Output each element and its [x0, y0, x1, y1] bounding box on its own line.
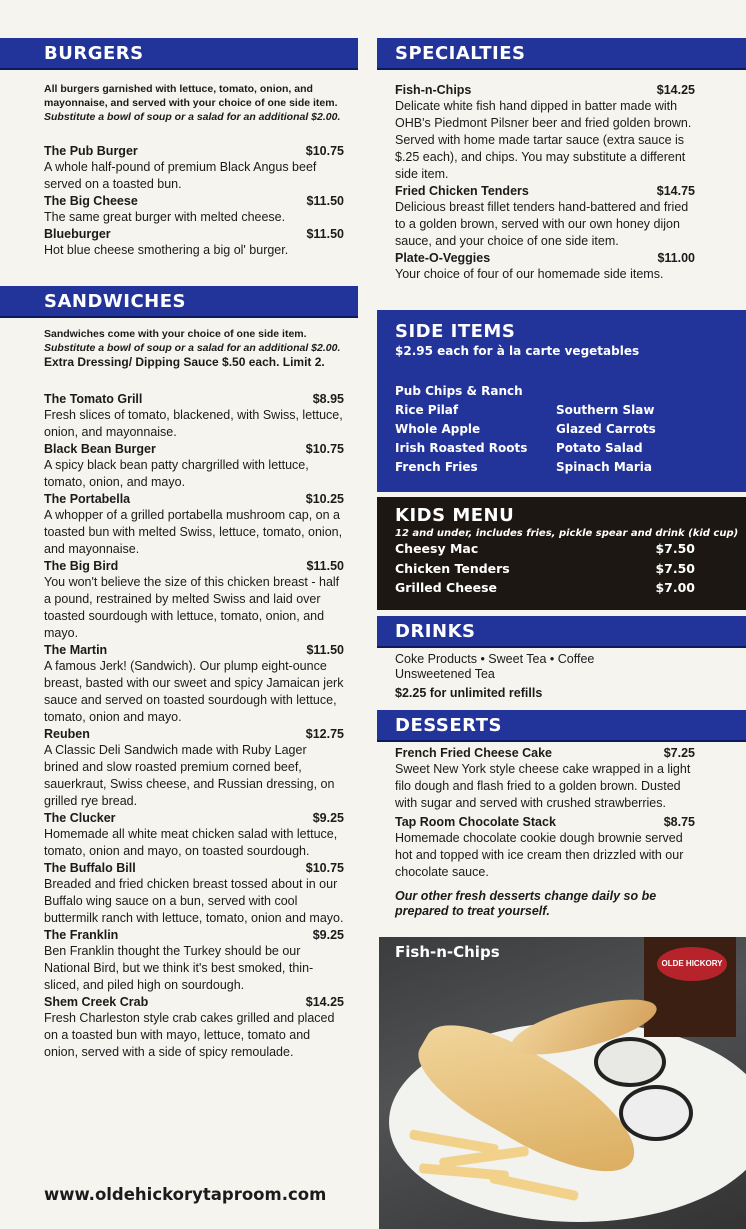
item-price: $10.75	[305, 144, 344, 158]
item-desc: Sweet New York style cheese cake wrapped in a light filo dough and flash fried to a golden brown. Dusted with sugar and served with crushed strawberries.	[395, 762, 691, 810]
side-item: Whole Apple	[395, 422, 481, 436]
desserts-list	[395, 745, 695, 919]
side-items-col-1	[395, 382, 556, 477]
kids-item	[395, 539, 695, 559]
sandwiches-note	[44, 327, 354, 369]
drinks-list	[395, 652, 695, 701]
menu-item	[395, 82, 695, 183]
item-name: Reuben	[44, 727, 90, 741]
burgers-list	[44, 143, 344, 259]
item-name: The Pub Burger	[44, 144, 138, 158]
sandwiches-list	[44, 391, 344, 1061]
website-url[interactable]: www.oldehickorytaproom.com	[44, 1185, 327, 1204]
burgers-note	[44, 82, 354, 124]
item-price: $11.50	[306, 227, 344, 241]
specialties-header: SPECIALTIES	[377, 38, 746, 70]
slaw-cup-shape	[619, 1085, 693, 1141]
menu-item	[44, 226, 344, 259]
olde-hickory-logo: OLDE HICKORY	[657, 947, 727, 981]
item-price: $10.75	[305, 861, 344, 875]
item-price: $9.25	[312, 928, 344, 942]
item-price: $7.50	[655, 560, 695, 576]
kids-sub: 12 and under, includes fries, pickle spear and drink (kid cup)	[395, 528, 739, 539]
item-desc: A whole half-pound of premium Black Angus beef served on a toasted bun.	[44, 160, 317, 191]
item-desc: Delicate white fish hand dipped in batter made with OHB's Piedmont Pilsner beer and fried golden brown. Served with home made tartar sauce (extra sauce is $.25 each), and chips. You may substitute a different side item.	[395, 99, 692, 181]
menu-item	[44, 491, 344, 558]
item-name: Grilled Cheese	[395, 580, 498, 595]
item-desc: Ben Franklin thought the Turkey should be our National Bird, but we think it's best smoked, thin-sliced, and piled high on sourdough.	[44, 944, 314, 992]
menu-item	[44, 927, 344, 994]
specialties-list	[395, 82, 695, 283]
burgers-note-text: All burgers garnished with lettuce, tomato, onion, and mayonnaise, and served with your choice of one side item.	[44, 83, 338, 109]
item-price: $11.50	[306, 559, 344, 573]
menu-item	[44, 726, 344, 810]
item-name: The Buffalo Bill	[44, 861, 136, 875]
side-items-col-2	[556, 382, 717, 477]
menu-item	[395, 745, 695, 812]
side-item: Southern Slaw	[556, 403, 655, 417]
kids-title: KIDS MENU	[395, 505, 515, 526]
side-item: French Fries	[395, 460, 478, 474]
menu-item	[44, 860, 344, 927]
menu-item	[44, 441, 344, 491]
side-item: Potato Salad	[556, 441, 643, 455]
item-name: The Big Bird	[44, 559, 119, 573]
burgers-note-substitute: Substitute a bowl of soup or a salad for an additional $2.00.	[44, 111, 341, 123]
sandwiches-note-text: Sandwiches come with your choice of one side item.	[44, 328, 307, 340]
sandwiches-note-substitute: Substitute a bowl of soup or a salad for an additional $2.00.	[44, 342, 341, 354]
side-items-box	[377, 310, 746, 492]
drinks-line: Coke Products • Sweet Tea • Coffee	[395, 652, 595, 666]
item-desc: A Classic Deli Sandwich made with Ruby Lager brined and slow roasted premium corned beef, sauerkraut, Swiss cheese, and Russian dressing, on grilled rye bread.	[44, 743, 335, 808]
item-name: Fish-n-Chips	[395, 83, 472, 97]
item-desc: Homemade all white meat chicken salad with lettuce, tomato, onion and mayo, on toasted sourdough.	[44, 827, 338, 858]
menu-item	[395, 814, 695, 881]
item-name: The Tomato Grill	[44, 392, 143, 406]
item-name: The Franklin	[44, 928, 119, 942]
drinks-header: DRINKS	[377, 616, 746, 648]
item-price: $11.00	[657, 251, 695, 265]
item-name: The Clucker	[44, 811, 116, 825]
menu-item	[44, 143, 344, 193]
item-desc: A whopper of a grilled portabella mushroom cap, on a toasted bun with melted Swiss, lettuce, tomato, onion, and mayonnaise.	[44, 508, 343, 556]
item-desc: A famous Jerk! (Sandwich). Our plump eight-ounce breast, basted with our sweet and spicy Jamaican jerk sauce and served on toasted sourdough with lettuce, tomato, onion and mayo.	[44, 659, 344, 724]
side-items-title: SIDE ITEMS	[395, 321, 516, 342]
item-price: $7.50	[655, 541, 695, 556]
side-item: Irish Roasted Roots	[395, 441, 528, 455]
item-desc: Delicious breast fillet tenders hand-battered and fried to a golden brown, served with our own honey dijon sauce, and your choice of one side item.	[395, 200, 689, 248]
side-item: Glazed Carrots	[556, 422, 656, 436]
kids-item	[395, 559, 695, 579]
item-name: Chicken Tenders	[395, 560, 510, 576]
menu-item	[44, 994, 344, 1061]
item-name: The Martin	[44, 643, 108, 657]
drinks-line: Unsweetened Tea	[395, 667, 495, 681]
item-desc: Fresh slices of tomato, blackened, with Swiss, lettuce, onion, and mayonnaise.	[44, 408, 343, 439]
item-desc: Homemade chocolate cookie dough brownie served hot and topped with ice cream then drizzled with our chocolate sauce.	[395, 831, 684, 879]
menu-item	[44, 193, 344, 226]
item-price: $8.75	[663, 815, 695, 829]
photo-label: Fish-n-Chips	[395, 943, 500, 961]
fish-n-chips-photo	[379, 937, 746, 1229]
kids-item	[395, 578, 695, 598]
item-price: $14.25	[305, 995, 344, 1009]
item-name: Shem Creek Crab	[44, 995, 149, 1009]
item-desc: The same great burger with melted cheese.	[44, 210, 286, 224]
side-items-columns	[395, 382, 746, 477]
item-name: The Portabella	[44, 492, 131, 506]
item-price: $9.25	[312, 811, 344, 825]
desserts-header: DESSERTS	[377, 710, 746, 742]
item-name: The Big Cheese	[44, 194, 138, 208]
sandwiches-header: SANDWICHES	[0, 286, 358, 318]
item-price: $12.75	[305, 727, 344, 741]
desserts-note: Our other fresh desserts change daily so be prepared to treat yourself.	[395, 889, 657, 918]
item-price: $10.25	[305, 492, 344, 506]
item-price: $7.25	[663, 746, 695, 760]
item-name: Fried Chicken Tenders	[395, 184, 529, 198]
menu-item	[44, 642, 344, 726]
side-item: Spinach Maria	[556, 460, 652, 474]
item-name: Blueburger	[44, 227, 111, 241]
side-items-sub: $2.95 each for à la carte vegetables	[395, 344, 640, 358]
menu-item	[44, 558, 344, 642]
item-desc: Fresh Charleston style crab cakes grilled and placed on a toasted bun with mayo, lettuce, tomato and onion, served with a side of spicy remoulade.	[44, 1011, 335, 1059]
item-price: $8.95	[312, 392, 344, 406]
item-desc: Breaded and fried chicken breast tossed about in our Buffalo wing sauce on a bun, served with cool buttermilk ranch with lettuce, tomato, onion and mayo.	[44, 877, 344, 925]
tartar-cup-shape	[594, 1037, 666, 1087]
item-name: Black Bean Burger	[44, 442, 156, 456]
side-item: Pub Chips & Ranch	[395, 384, 523, 398]
item-price: $10.75	[305, 442, 344, 456]
item-name: Cheesy Mac	[395, 541, 479, 556]
item-desc: Your choice of four of our homemade side items.	[395, 267, 664, 281]
item-price: $14.25	[656, 83, 695, 97]
item-name: French Fried Cheese Cake	[395, 746, 553, 760]
item-desc: You won't believe the size of this chicken breast - half a pound, restrained by melted Swiss and laid over toasted sourdough with lettuce, tomato, onion, and mayo.	[44, 575, 340, 640]
item-name: Plate-O-Veggies	[395, 251, 491, 265]
menu-item	[395, 183, 695, 250]
item-name: Tap Room Chocolate Stack	[395, 815, 556, 829]
kids-menu-box	[377, 497, 746, 610]
item-price: $11.50	[306, 643, 344, 657]
item-price: $7.00	[655, 580, 695, 595]
item-desc: Hot blue cheese smothering a big ol' burger.	[44, 243, 289, 257]
drinks-refill: $2.25 for unlimited refills	[395, 686, 543, 700]
menu-item	[44, 810, 344, 860]
menu-item	[44, 391, 344, 441]
burgers-header: BURGERS	[0, 38, 358, 70]
item-price: $11.50	[306, 194, 344, 208]
item-desc: A spicy black bean patty chargrilled with lettuce, tomato, onion, and mayo.	[44, 458, 309, 489]
side-item: Rice Pilaf	[395, 403, 459, 417]
menu-item	[395, 250, 695, 283]
item-price: $14.75	[656, 184, 695, 198]
sandwiches-note-dressing: Extra Dressing/ Dipping Sauce $.50 each. Limit 2.	[44, 355, 325, 369]
